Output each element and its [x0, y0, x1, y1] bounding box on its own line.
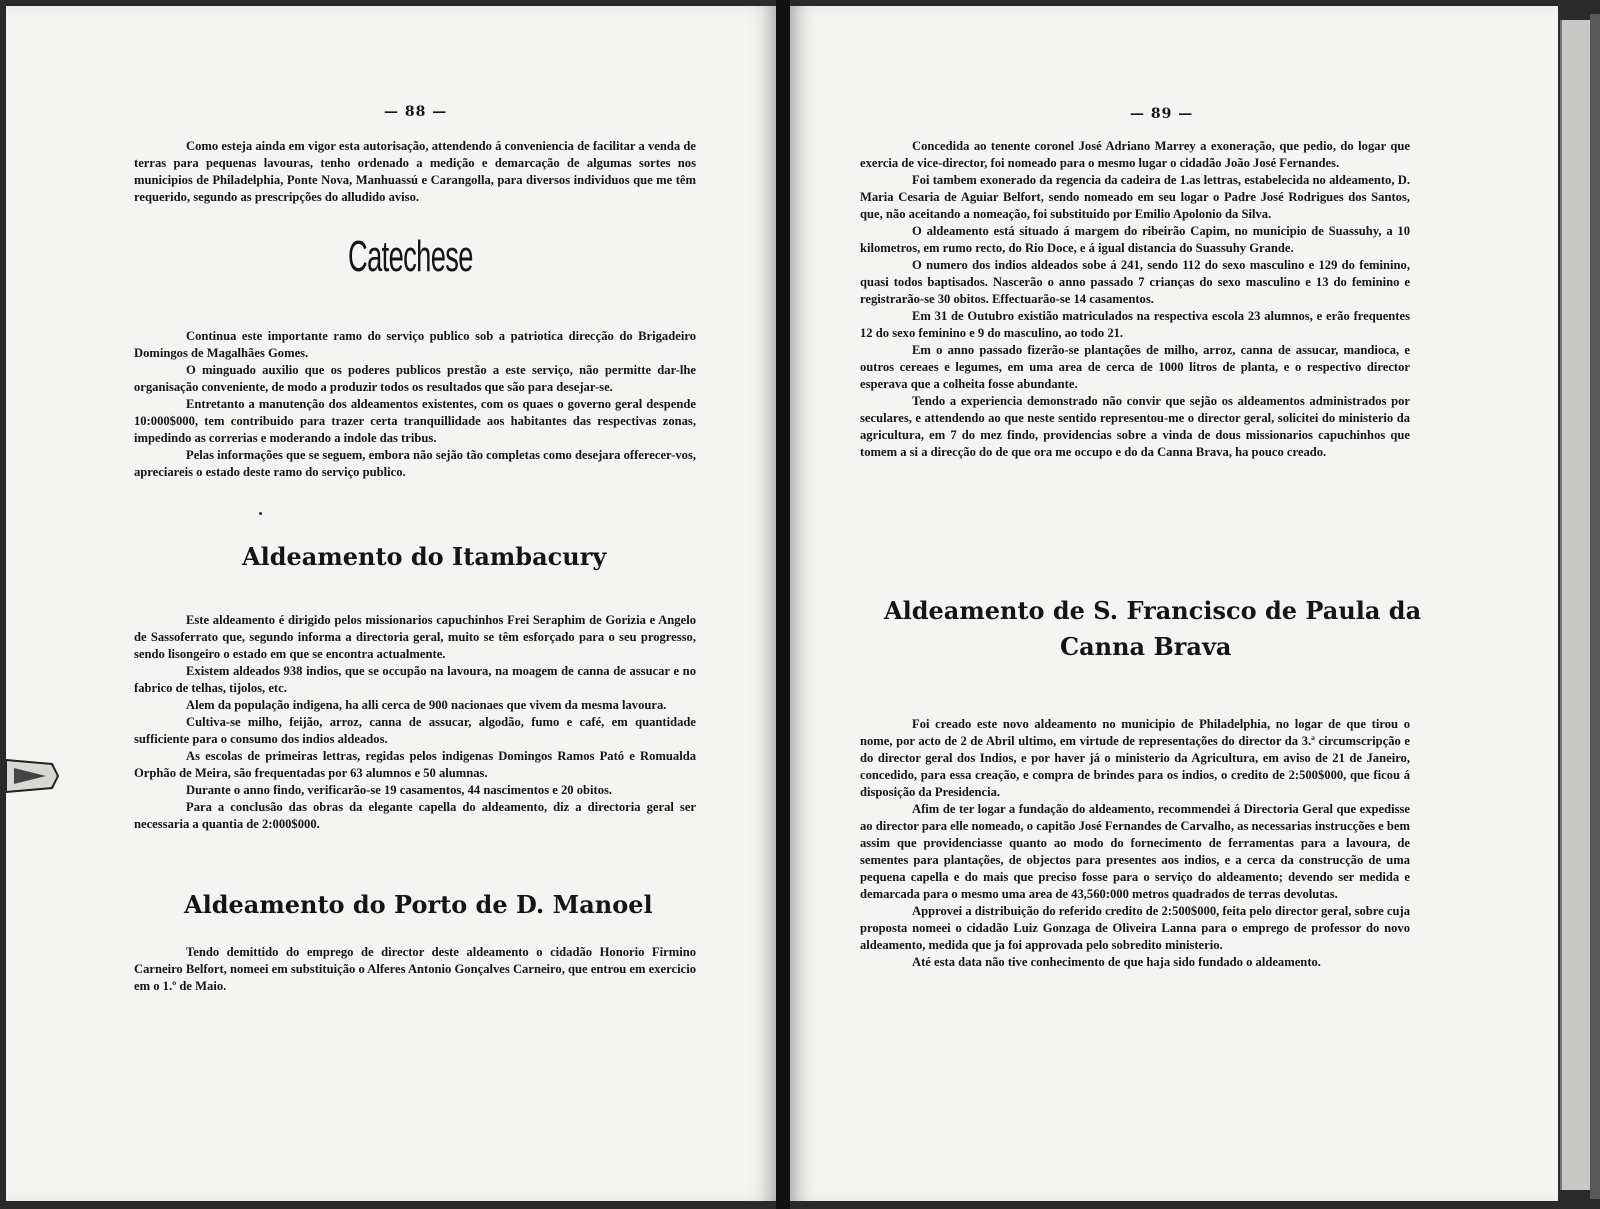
- intro-paragraph-block: [134, 138, 696, 206]
- catechese-section: [134, 328, 696, 481]
- paragraph: Cultiva-se milho, feijão, arroz, canna de assucar, algodão, fumo e café, em quantidade sufficiente para o consumo dos indios aldeados.: [134, 715, 696, 746]
- itambacury-heading: Aldeamento do Itambacury: [242, 542, 607, 571]
- paragraph: Foi tambem exonerado da regencia da cadeira de 1.as lettras, estabelecida no aldeamento, D. Maria Cesaria de Aguiar Belfort, sendo nomeado em seu logar o Padre José Rodrigues dos Santos, que, não aceitando a nomeação, foi substituido por Emilio Apolonio da Silva.: [860, 173, 1410, 221]
- paragraph: Pelas informações que se seguem, embora não sejão tão completas como desejara offerecer-vos, apreciareis o estado deste ramo do serviço publico.: [134, 448, 696, 479]
- page-edge-shadow: [1590, 14, 1600, 1199]
- left-page: [6, 6, 776, 1201]
- catechese-heading: Catechese: [348, 232, 473, 281]
- paragraph: Foi creado este novo aldeamento no municipio de Philadelphia, no logar de que tirou o nome, por acto de 2 de Abril ultimo, em virtude de representações do director da 3.ª circumscripção e do director geral dos Indios, e por haver já o ministerio da Agricultura, em aviso de 21 de Janeiro, concedido, para essa creação, e compra de brindes para os indios, o credito de 2:500$000, que ficou á disposição da Presidencia.: [860, 717, 1410, 799]
- francisco-heading-line1: Aldeamento de S. Francisco de Paula da: [884, 596, 1422, 625]
- paragraph: Em o anno passado fizerão-se plantações de milho, arroz, canna de assucar, mandioca, e outros cereaes e legumes, em uma area de cerca de 1000 litros de planta, e o respectivo director esperava que a colheita fosse abundante.: [860, 343, 1410, 391]
- porto-continued-section: [860, 138, 1410, 461]
- right-page: [790, 6, 1558, 1201]
- paragraph: Afim de ter logar a fundação do aldeamento, recommendei á Directoria Geral que expedisse ao director para elle nomeado, o capitão José Fernandes de Carvalho, as necessarias instrucções e bem assim que providenciasse quanto ao modo do fornecimento de ferramentas para a lavoura, de sementes para plantações, de objectos para presentes aos indios, e a cerca da construcção de uma pequena capella e do mais que preciso fosse para o serviço do aldeamento; devendo ser medida e demarcada para o mesmo uma area de 43,560:000 metros quadrados de terras devolutas.: [860, 802, 1410, 901]
- paragraph: Alem da população indigena, ha alli cerca de 900 nacionaes que vivem da mesma lavoura.: [186, 698, 667, 712]
- paragraph: Tendo demittido do emprego de director deste aldeamento o cidadão Honorio Firmino Carneiro Belfort, nomeei em substituição o Alferes Antonio Gonçalves Carneiro, que entrou em exercicio em o 1.º de Maio.: [134, 945, 696, 993]
- paragraph: Para a conclusão das obras da elegante capella do aldeamento, diz a directoria geral ser necessaria a quantia de 2:000$000.: [134, 800, 696, 831]
- paragraph: O numero dos indios aldeados sobe á 241, sendo 112 do sexo masculino e 129 do feminino, quasi todos baptisados. Nascerão o anno passado 7 crianças do sexo masculino e 13 do feminino e registrarão-se 30 obitos. Effectuarão-se 14 casamentos.: [860, 258, 1410, 306]
- paragraph: Continua este importante ramo do serviço publico sob a patriotica direcção do Brigadeiro Domingos de Magalhães Gomes.: [134, 329, 696, 360]
- page-edge: [1560, 20, 1592, 1190]
- ink-speck: [259, 512, 262, 515]
- paragraph: Concedida ao tenente coronel José Adriano Marrey a exoneração, que pedio, do logar que exercia de vice-director, foi nomeado para o mesmo lugar o cidadão João José Fernandes.: [860, 139, 1410, 170]
- paragraph: Em 31 de Outubro existião matriculados na respectiva escola 23 alumnos, e erão frequentes 12 do sexo feminino e 9 do masculino, ao todo 21.: [860, 309, 1410, 340]
- paragraph: Até esta data não tive conhecimento de que haja sido fundado o aldeamento.: [912, 955, 1321, 969]
- book-gutter: [776, 0, 790, 1209]
- francisco-section: [860, 716, 1410, 971]
- paragraph: Entretanto a manutenção dos aldeamentos existentes, com os quaes o governo geral despende 10:000$000, tem contribuido para trazer certa tranquillidade aos habitantes das respectivas zonas, impedindo as correrias e moderando a indole das tribus.: [134, 397, 696, 445]
- paragraph: Este aldeamento é dirigido pelos missionarios capuchinhos Frei Seraphim de Gorizia e Angelo de Sassoferrato que, segundo informa a directoria geral, muito se têm esforçado para o seu progresso, sendo lisongeiro o estado em que se encontra actualmente.: [134, 613, 696, 661]
- paragraph: Tendo a experiencia demonstrado não convir que sejão os aldeamentos administrados por seculares, e attendendo ao que neste sentido representou-me o director geral, solicitei do ministerio da agricultura, em 7 do mez findo, providencias sobre a vinda de dous missionarios capuchinhos que tomem a si a direcção do de que ora me occupo e do da Canna Brava, ha pouco creado.: [860, 394, 1410, 459]
- paragraph: As escolas de primeiras lettras, regidas pelos indigenas Domingos Ramos Pató e Romualda Orphão de Meira, são frequentadas por 63 alumnos e 50 alumnas.: [134, 749, 696, 780]
- intro-paragraph: Como esteja ainda em vigor esta autorisação, attendendo á conveniencia de facilitar a venda de terras para pequenas lavouras, tenho ordenado a medição e demarcação de algumas sortes nos municipios de Philadelphia, Ponte Nova, Manhuassú e Carangolla, para diversos individuos que me têm requerido, segundo as prescripções do alludido aviso.: [134, 139, 696, 204]
- page-number-right: — 89 —: [1130, 106, 1194, 122]
- paragraph: O minguado auxilio que os poderes publicos prestão a este serviço, não permitte dar-lhe organisação conveniente, de modo a produzir todos os resultados que são para desejar-se.: [134, 363, 696, 394]
- francisco-heading-line2: Canna Brava: [1060, 632, 1232, 661]
- paragraph: Durante o anno findo, verificarão-se 19 casamentos, 44 nascimentos e 20 obitos.: [186, 783, 613, 797]
- page-number-left: — 88 —: [384, 104, 448, 120]
- paragraph: Approvei a distribuição do referido credito de 2:500$000, feita pelo director geral, sobre cuja proposta nomeei o cidadão Luiz Gonzaga de Oliveira Lanna para o emprego de professor do novo aldeamento, medida que ja foi approvada pelo sobredito ministerio.: [860, 904, 1410, 952]
- porto-heading: Aldeamento do Porto de D. Manoel: [184, 890, 653, 919]
- paragraph: Existem aldeados 938 indios, que se occupão na lavoura, na moagem de canna de assucar e no fabrico de telhas, tijolos, etc.: [134, 664, 696, 695]
- page-tab-arrow-icon: [6, 756, 60, 796]
- porto-section: [134, 944, 696, 995]
- itambacury-section: [134, 612, 696, 833]
- paragraph: O aldeamento está situado á margem do ribeirão Capim, no municipio de Suassuhy, a 10 kilometros, em rumo recto, do Rio Doce, e á igual distancia do Suassuhy Grande.: [860, 224, 1410, 255]
